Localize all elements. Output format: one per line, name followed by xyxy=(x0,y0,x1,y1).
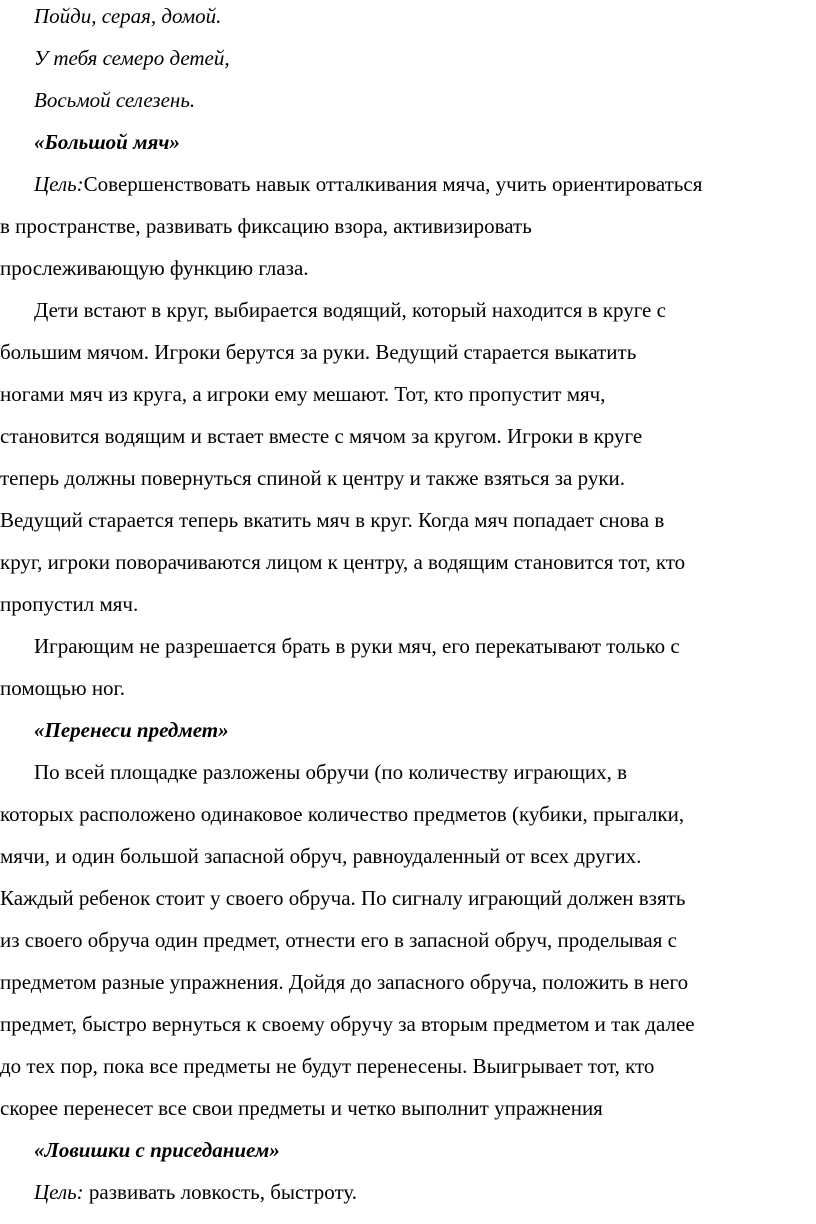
text-line: ногами мяч из круга, а игроки ему мешают. Тот, кто пропустит мяч, xyxy=(0,382,606,406)
text-line: становится водящим и встает вместе с мячом за кругом. Игроки в круге xyxy=(0,424,643,448)
text-line: предмет, быстро вернуться к своему обручу за вторым предметом и так далее xyxy=(0,1012,695,1036)
poem-line: Пойди, серая, домой. xyxy=(34,4,222,28)
text-line: теперь должны повернуться спиной к центру и также взяться за руки. xyxy=(0,466,626,490)
text-line: Дети встают в круг, выбирается водящий, который находится в круге с xyxy=(34,298,666,322)
text-line: круг, игроки поворачиваются лицом к центру, а водящим становится тот, кто xyxy=(0,550,686,574)
poem-line: Восьмой селезень. xyxy=(34,88,196,112)
text-line: пропустил мяч. xyxy=(0,592,139,616)
text-line: прослеживающую функцию глаза. xyxy=(0,256,309,280)
goal-line xyxy=(34,1178,816,1206)
text-line: Ведущий старается теперь вкатить мяч в круг. Когда мяч попадает снова в xyxy=(0,508,665,532)
text-line: которых расположено одинаковое количество предметов (кубики, прыгалки, xyxy=(0,802,685,826)
text-line: мячи, и один большой запасной обруч, равноудаленный от всех других. xyxy=(0,844,642,868)
text-line: Каждый ребенок стоит у своего обруча. По сигналу играющий должен взять xyxy=(0,886,686,910)
game-title: «Большой мяч» xyxy=(34,130,180,154)
goal-text: Совершенствовать навык отталкивания мяча, учить ориентироваться xyxy=(83,172,703,196)
goal-label: Цель: xyxy=(34,1180,84,1204)
text-line: Играющим не разрешается брать в руки мяч, его перекатывают только с xyxy=(34,634,680,658)
game-title: «Ловишки с приседанием» xyxy=(34,1138,280,1162)
text-line: предметом разные упражнения. Дойдя до запасного обруча, положить в него xyxy=(0,970,689,994)
game-title: «Перенеси предмет» xyxy=(34,718,229,742)
poem-line: У тебя семеро детей, xyxy=(34,46,230,70)
goal-line xyxy=(34,170,816,198)
text-line: По всей площадке разложены обручи (по количеству играющих, в xyxy=(34,760,628,784)
text-line: в пространстве, развивать фиксацию взора, активизировать xyxy=(0,214,532,238)
text-line: скорее перенесет все свои предметы и четко выполнит упражнения xyxy=(0,1096,603,1120)
text-line: до тех пор, пока все предметы не будут перенесены. Выигрывает тот, кто xyxy=(0,1054,655,1078)
text-line: из своего обруча один предмет, отнести его в запасной обруч, проделывая с xyxy=(0,928,677,952)
text-line: большим мячом. Игроки берутся за руки. Ведущий старается выкатить xyxy=(0,340,637,364)
text-line: помощью ног. xyxy=(0,676,126,700)
goal-label: Цель: xyxy=(34,172,84,196)
goal-text: развивать ловкость, быстроту. xyxy=(83,1180,358,1204)
